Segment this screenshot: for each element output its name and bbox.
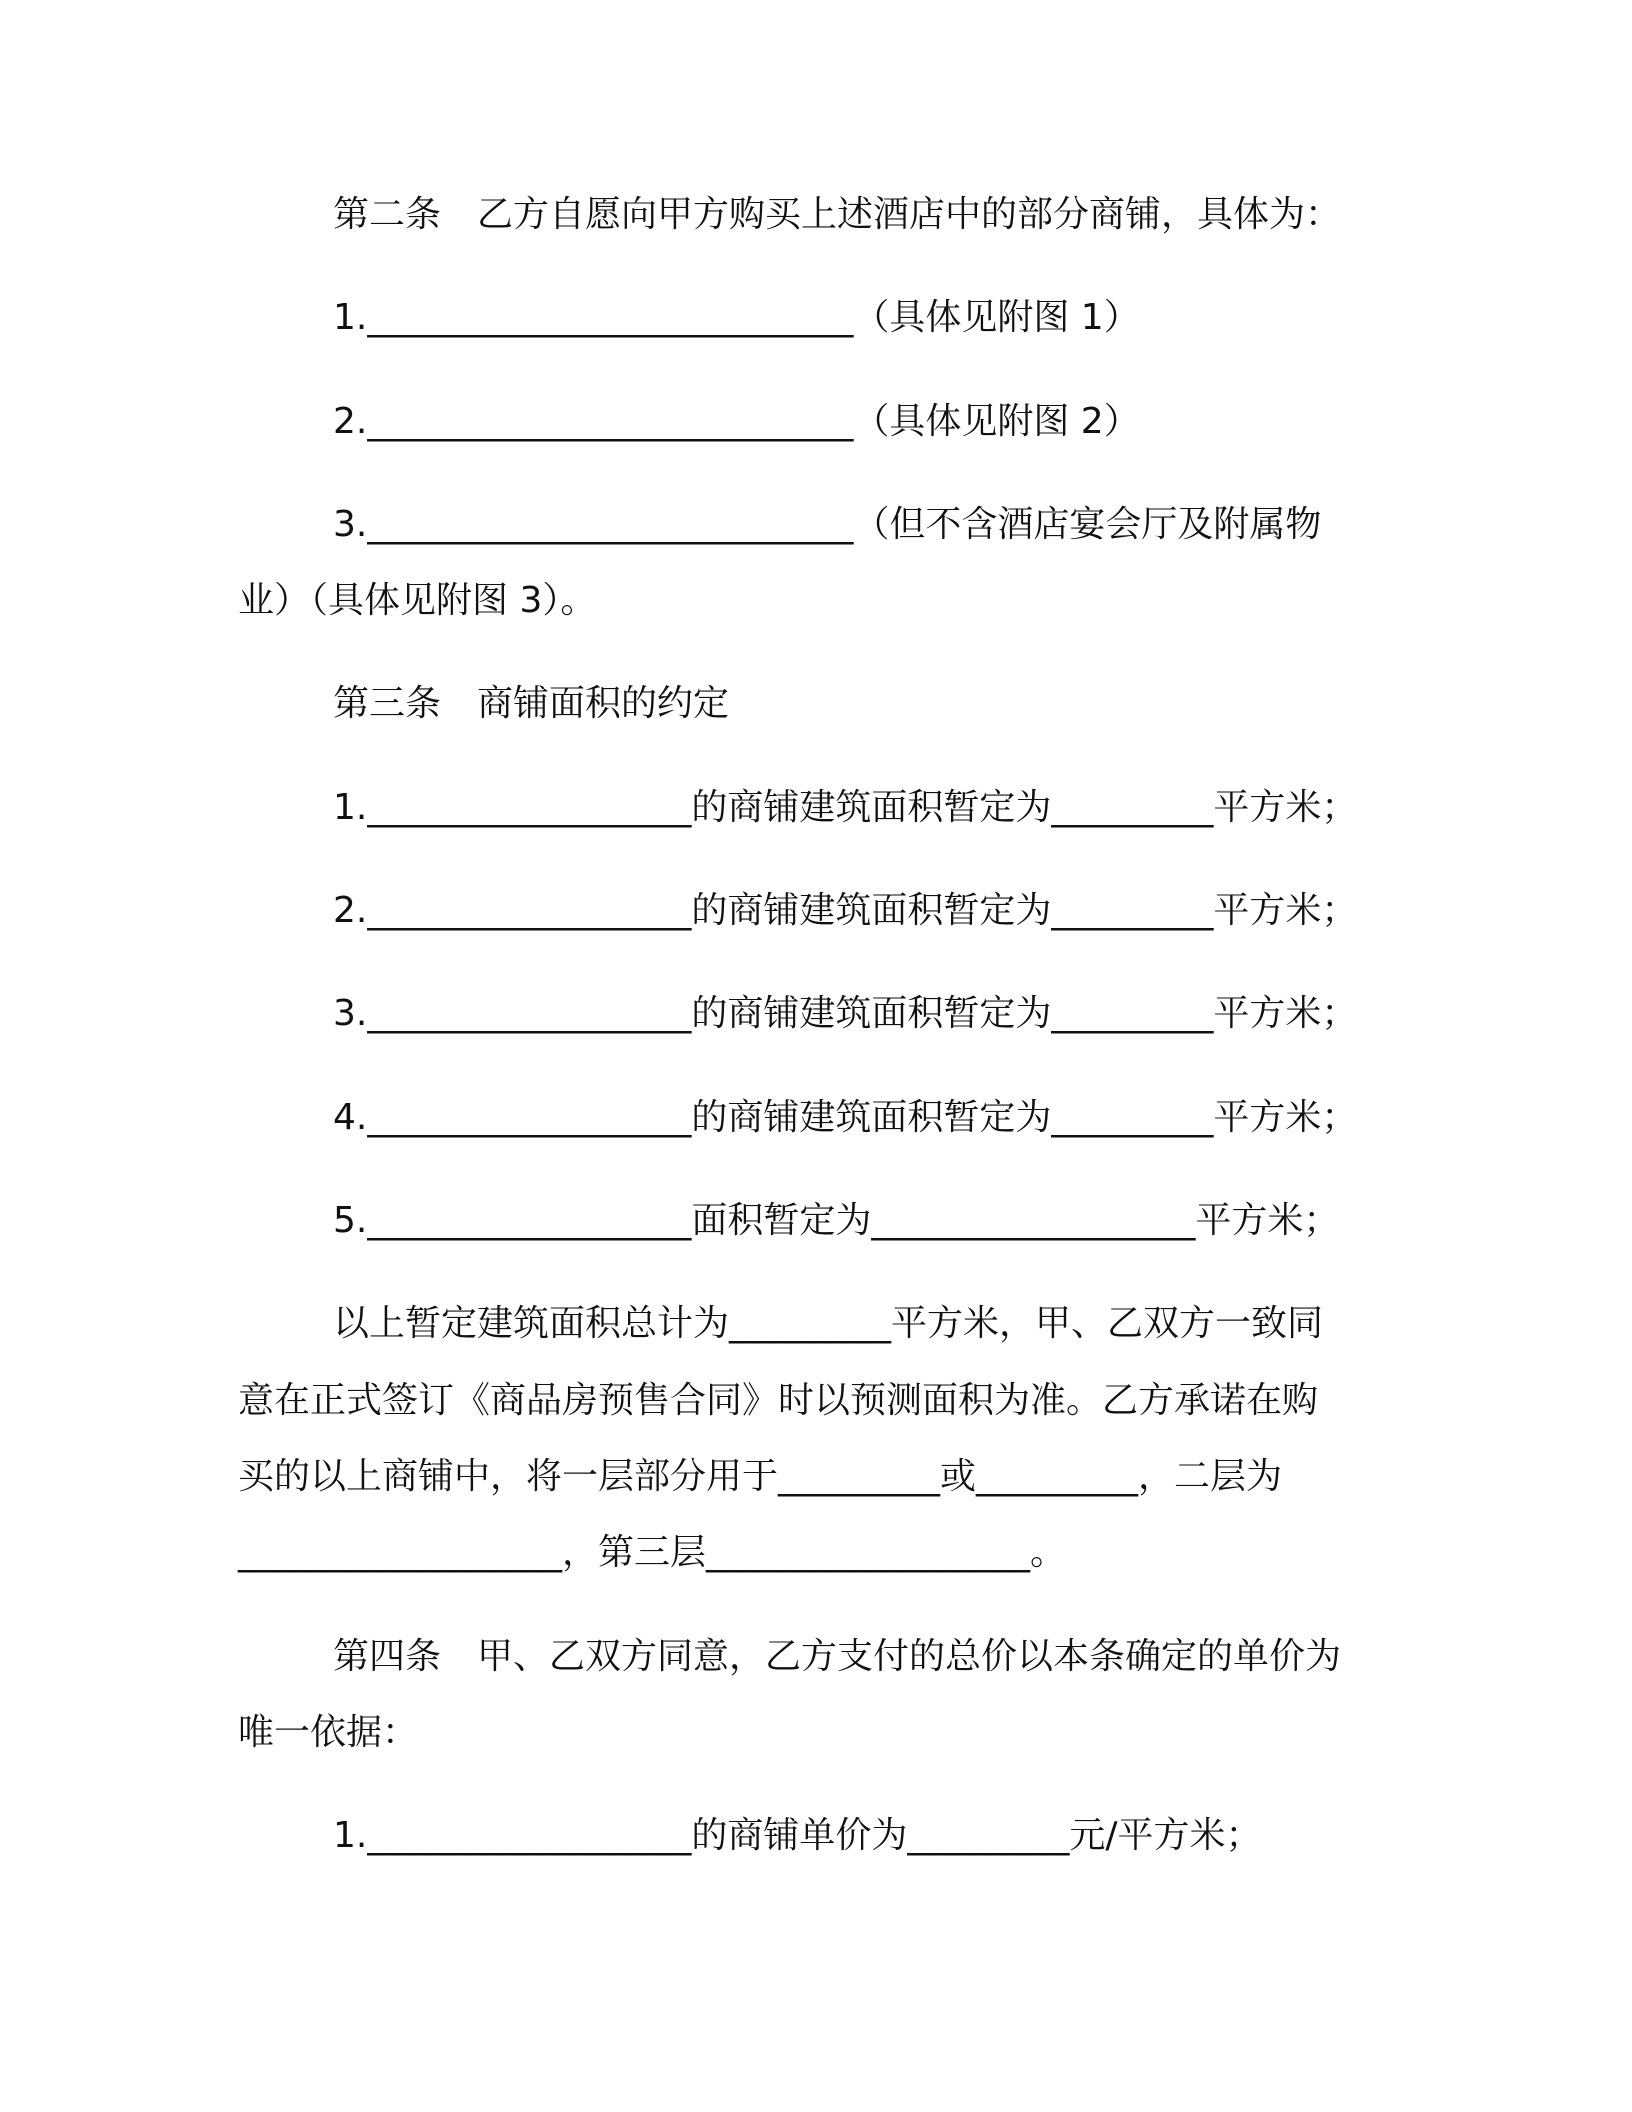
- article-2-item-2: 2.___________________________（具体见附图 2）: [333, 401, 1140, 442]
- article-3-item-3: 3.__________________的商铺建筑面积暂定为_________平方米；: [333, 993, 1358, 1034]
- article-3-item-1: 1.__________________的商铺建筑面积暂定为_________平方米；: [333, 787, 1358, 828]
- article-2-heading: 第二条 乙方自愿向甲方购买上述酒店中的部分商铺，具体为：: [333, 194, 1342, 235]
- article-2-item-3: 3.___________________________（但不含酒店宴会厅及附属物: [333, 504, 1322, 545]
- article-3-item-2: 2.__________________的商铺建筑面积暂定为_________平方米；: [333, 890, 1358, 931]
- area-summary-line-1: 以上暂定建筑面积总计为_________平方米，甲、乙双方一致同: [333, 1303, 1324, 1344]
- article-3-item-4: 4.__________________的商铺建筑面积暂定为_________平方米；: [333, 1097, 1358, 1138]
- article-3-item-5: 5.__________________面积暂定为__________________平方米；: [333, 1200, 1340, 1241]
- article-4-item-1: 1.__________________的商铺单价为_________元/平方米；: [333, 1815, 1262, 1856]
- article-2-item-1: 1.___________________________（具体见附图 1）: [333, 297, 1140, 338]
- article-3-heading: 第三条 商铺面积的约定: [333, 683, 730, 724]
- article-2-item-3-continued: 业）（具体见附图 3）。: [238, 580, 597, 621]
- article-4-heading: 第四条 甲、乙双方同意，乙方支付的总价以本条确定的单价为: [333, 1636, 1342, 1677]
- article-4-heading-continued: 唯一依据：: [238, 1712, 419, 1753]
- area-summary-line-4: __________________，第三层__________________。: [238, 1532, 1067, 1573]
- area-summary-line-2: 意在正式签订《商品房预售合同》时以预测面积为准。乙方承诺在购: [238, 1380, 1319, 1421]
- area-summary-line-3: 买的以上商铺中，将一层部分用于_________或_________，二层为: [238, 1456, 1283, 1497]
